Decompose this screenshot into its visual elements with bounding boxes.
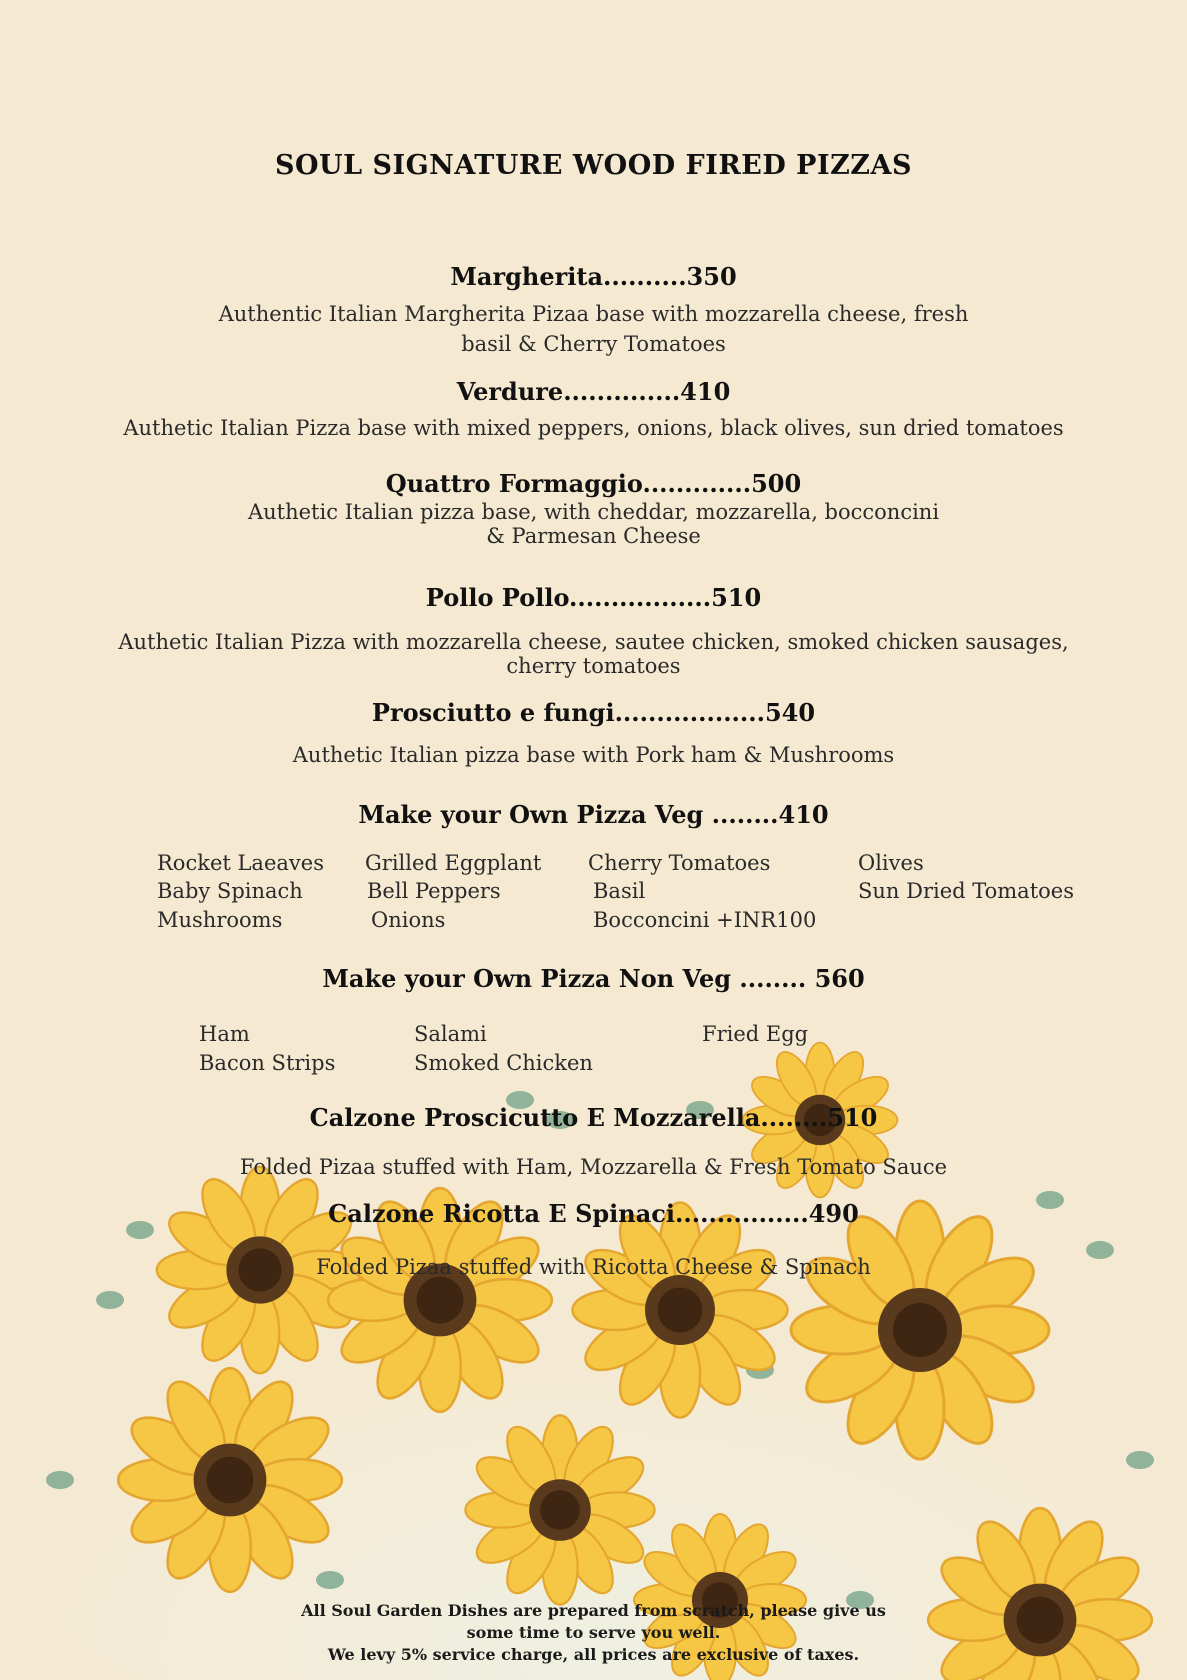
- item-quattro-formaggio: Quattro Formaggio.............500: [385, 469, 802, 498]
- item-pollo-pollo-desc: Authetic Italian Pizza with mozzarella cheese, sautee chicken, smoked chicken sausages,: [118, 630, 1069, 654]
- veg-option: Baby Spinach: [157, 879, 303, 903]
- make-your-own-nonveg-heading: Make your Own Pizza Non Veg ........ 560: [322, 964, 865, 993]
- veg-option: Grilled Eggplant: [365, 851, 542, 875]
- veg-option: Rocket Laeaves: [157, 851, 324, 875]
- veg-option: Mushrooms: [157, 908, 283, 932]
- footer-note-3: We levy 5% service charge, all prices are exclusive of taxes.: [327, 1645, 860, 1664]
- veg-option: Bell Peppers: [367, 879, 501, 903]
- item-quattro-formaggio-desc-2: & Parmesan Cheese: [486, 524, 701, 548]
- item-quattro-formaggio-desc: Authetic Italian pizza base, with cheddar, mozzarella, bocconcini: [247, 500, 940, 524]
- veg-option: Sun Dried Tomatoes: [858, 879, 1074, 903]
- item-calzone-proscicutto-desc: Folded Pizaa stuffed with Ham, Mozzarella & Fresh Tomato Sauce: [239, 1155, 948, 1179]
- veg-option: Onions: [371, 908, 446, 932]
- item-calzone-ricotta-desc: Folded Pizaa stuffed with Ricotta Cheese & Spinach: [316, 1255, 871, 1279]
- item-pollo-pollo-desc-2: cherry tomatoes: [506, 654, 681, 678]
- sunflower-illustration: [0, 1040, 1187, 1680]
- nonveg-option: Smoked Chicken: [414, 1051, 593, 1075]
- item-verdure-desc: Authetic Italian Pizza base with mixed peppers, onions, black olives, sun dried tomatoes: [123, 416, 1064, 440]
- nonveg-option: Salami: [414, 1022, 487, 1046]
- item-verdure: Verdure..............410: [456, 377, 731, 406]
- nonveg-option: Ham: [199, 1022, 250, 1046]
- page-title: SOUL SIGNATURE WOOD FIRED PIZZAS: [275, 150, 912, 181]
- item-margherita-desc: Authentic Italian Margherita Pizaa base with mozzarella cheese, fresh: [218, 302, 969, 326]
- item-calzone-proscicutto: Calzone Proscicutto E Mozzarella........510: [309, 1103, 878, 1132]
- footer-note-1: All Soul Garden Dishes are prepared from scratch, please give us: [301, 1601, 886, 1620]
- item-margherita-desc-2: basil & Cherry Tomatoes: [461, 332, 726, 356]
- veg-option: Basil: [593, 879, 646, 903]
- nonveg-option: Fried Egg: [702, 1022, 809, 1046]
- veg-option: Bocconcini +INR100: [593, 908, 817, 932]
- make-your-own-veg-heading: Make your Own Pizza Veg ........410: [358, 800, 829, 829]
- veg-option: Cherry Tomatoes: [588, 851, 771, 875]
- nonveg-option: Bacon Strips: [199, 1051, 336, 1075]
- item-prosciutto-fungi: Prosciutto e fungi..................540: [371, 698, 816, 727]
- item-prosciutto-fungi-desc: Authetic Italian pizza base with Pork ham & Mushrooms: [292, 743, 895, 767]
- veg-option: Olives: [858, 851, 924, 875]
- footer-note-2: some time to serve you well.: [466, 1623, 721, 1642]
- item-calzone-ricotta: Calzone Ricotta E Spinaci................490: [328, 1199, 859, 1228]
- item-margherita: Margherita..........350: [450, 262, 737, 291]
- item-pollo-pollo: Pollo Pollo.................510: [425, 583, 762, 612]
